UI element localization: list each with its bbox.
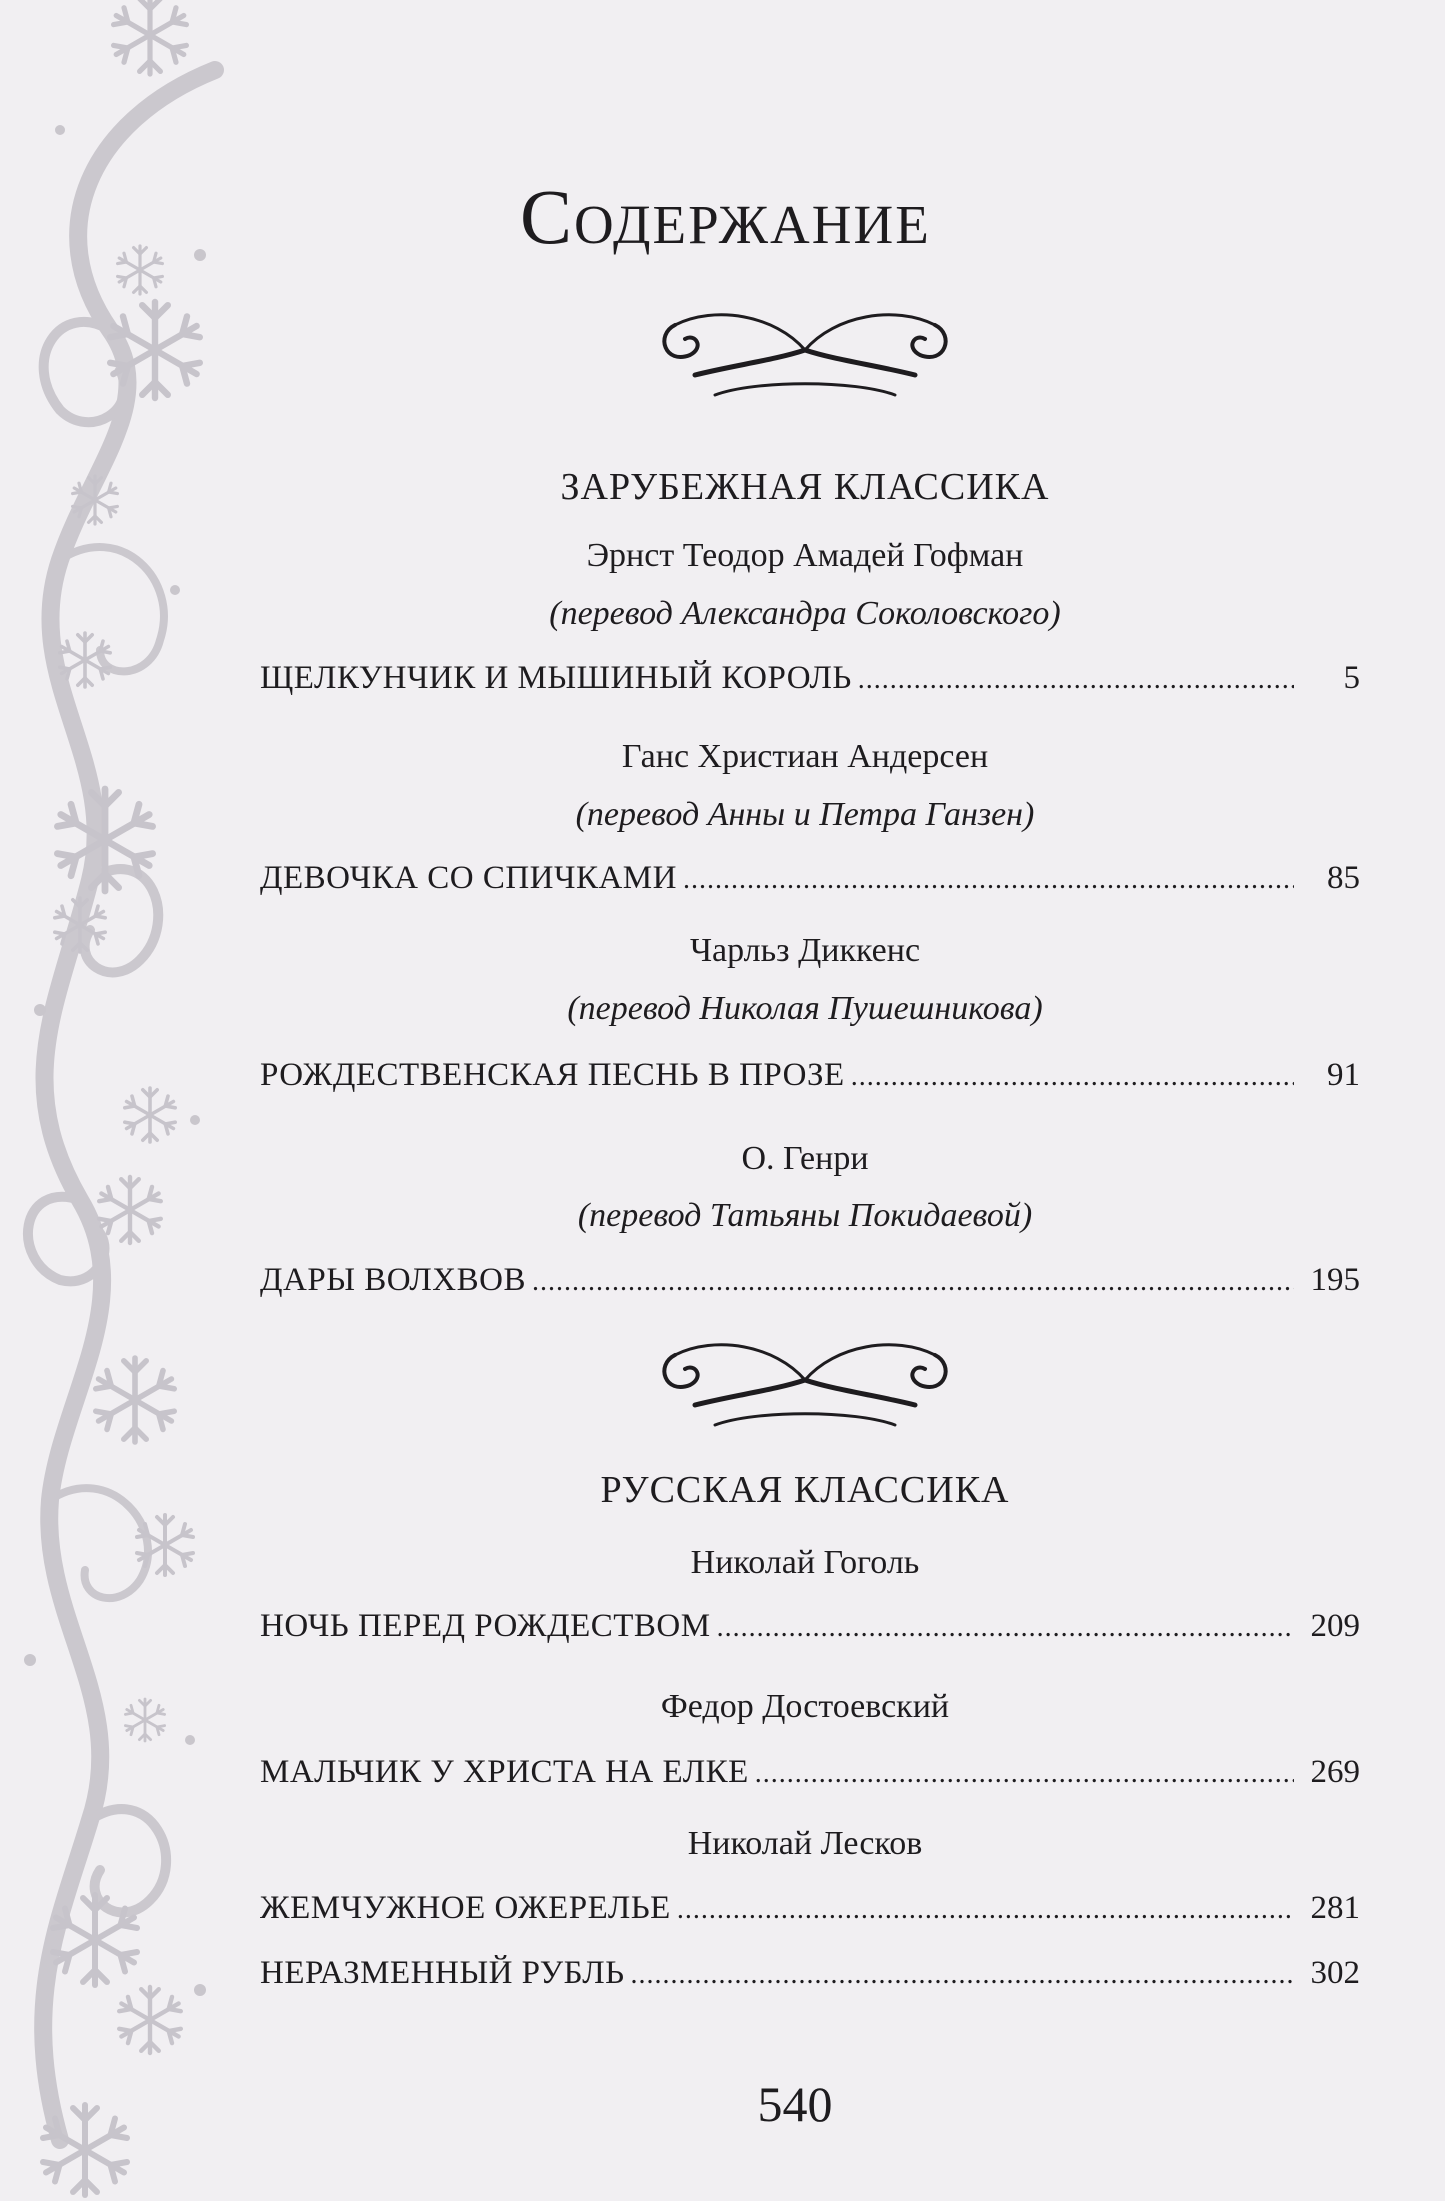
entry-page: 91 — [1327, 1057, 1360, 1093]
entry-title: РОЖДЕСТВЕНСКАЯ ПЕСНЬ В ПРОЗЕ — [260, 1057, 845, 1093]
dot-leader — [677, 1894, 1294, 1926]
dot-leader — [631, 1959, 1294, 1991]
entry-page: 5 — [1343, 660, 1360, 696]
author-name: Федор Достоевский — [660, 1688, 950, 1725]
toc-entry[interactable] — [260, 1754, 1360, 1800]
toc-entry[interactable] — [260, 660, 1360, 706]
entry-title: ДЕВОЧКА СО СПИЧКАМИ — [260, 860, 677, 896]
entry-title: ДАРЫ ВОЛХВОВ — [260, 1262, 526, 1298]
toc-entry[interactable] — [260, 1890, 1360, 1936]
translator-credit: (перевод Александра Соколовского) — [549, 595, 1061, 632]
swirl-border-icon — [0, 0, 240, 2201]
author-name: Чарльз Диккенс — [689, 932, 921, 969]
section-heading: РУССКАЯ КЛАССИКА — [600, 1469, 1010, 1511]
author-name: Ганс Христиан Андерсен — [621, 738, 989, 775]
entry-title: НОЧЬ ПЕРЕД РОЖДЕСТВОМ — [260, 1608, 711, 1644]
entry-title: МАЛЬЧИК У ХРИСТА НА ЕЛКЕ — [260, 1754, 749, 1790]
translator-credit: (перевод Николая Пушешникова) — [567, 990, 1043, 1027]
dot-leader — [683, 864, 1294, 896]
entry-title: ЖЕМЧУЖНОЕ ОЖЕРЕЛЬЕ — [260, 1890, 671, 1926]
toc-entry[interactable] — [260, 860, 1360, 906]
page-title: Содержание — [520, 173, 931, 260]
author-name: Николай Гоголь — [690, 1544, 920, 1581]
page-number: 540 — [757, 2076, 833, 2132]
section-heading: ЗАРУБЕЖНАЯ КЛАССИКА — [560, 466, 1050, 508]
dot-leader — [858, 664, 1294, 696]
translator-credit: (перевод Татьяны Покидаевой) — [577, 1197, 1033, 1234]
entry-title: НЕРАЗМЕННЫЙ РУБЛЬ — [260, 1955, 625, 1991]
dot-leader — [717, 1612, 1294, 1644]
toc-entry[interactable] — [260, 1608, 1360, 1654]
entry-title: ЩЕЛКУНЧИК И МЫШИНЫЙ КОРОЛЬ — [260, 660, 852, 696]
toc-entry[interactable] — [260, 1057, 1360, 1103]
dot-leader — [755, 1758, 1294, 1790]
entry-page: 85 — [1327, 860, 1360, 896]
entry-page: 269 — [1310, 1754, 1360, 1790]
dot-leader — [532, 1266, 1294, 1298]
author-name: О. Генри — [741, 1140, 869, 1177]
author-name: Николай Лесков — [687, 1825, 923, 1862]
translator-credit: (перевод Анны и Петра Ганзен) — [575, 796, 1035, 833]
dot-leader — [851, 1061, 1294, 1093]
author-name: Эрнст Теодор Амадей Гофман — [586, 537, 1024, 574]
entry-page: 209 — [1310, 1608, 1360, 1644]
entry-page: 281 — [1310, 1890, 1360, 1926]
entry-page: 302 — [1310, 1955, 1360, 1991]
entry-page: 195 — [1310, 1262, 1360, 1298]
toc-entry[interactable] — [260, 1955, 1360, 2001]
flourish-divider-icon — [655, 295, 955, 405]
toc-entry[interactable] — [260, 1262, 1360, 1308]
flourish-divider-icon — [655, 1325, 955, 1435]
